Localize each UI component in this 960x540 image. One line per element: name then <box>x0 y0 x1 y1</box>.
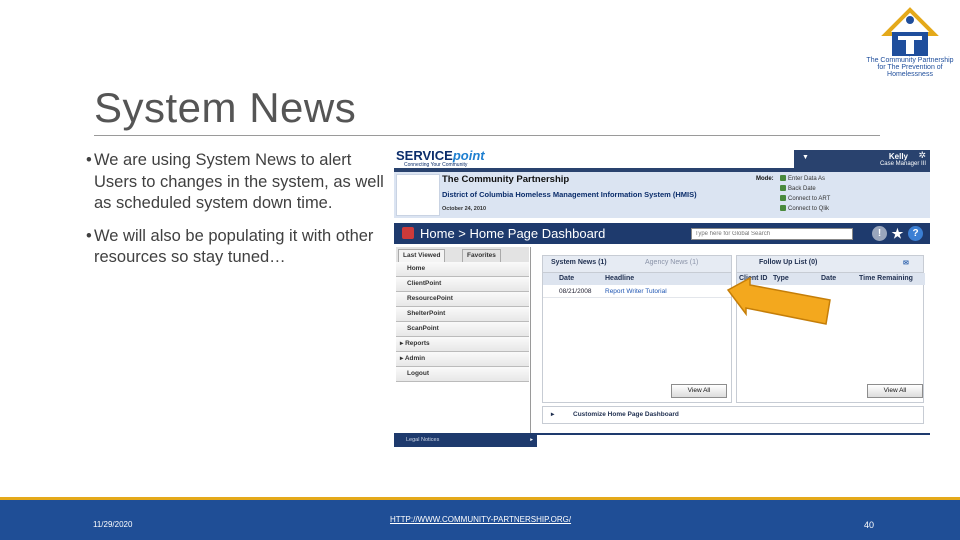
table-row[interactable] <box>543 286 731 298</box>
page-number: 40 <box>864 520 875 530</box>
app-header <box>394 146 930 172</box>
user-role: Case Manager III <box>879 161 926 167</box>
star-icon[interactable]: ★ <box>891 226 904 241</box>
mode-links <box>780 174 830 214</box>
follow-up-title: Follow Up List (0) <box>759 259 818 266</box>
bullet-text: We are using System News to alert Users to changes in the system, as well as scheduled system down time. <box>94 151 384 212</box>
menu-item-reports[interactable]: ▸ Reports <box>396 337 529 352</box>
chevron-down-icon[interactable]: ▼ <box>802 154 809 161</box>
alert-icon[interactable]: ! <box>872 226 887 241</box>
breadcrumb: Home > Home Page Dashboard <box>420 226 606 241</box>
legal-notices-link[interactable]: Legal Notices ▸ <box>394 433 537 447</box>
servicepoint-logo: SERVICEpoint <box>396 148 485 163</box>
bullet-list <box>86 150 386 280</box>
tab-favorites[interactable]: Favorites <box>462 249 501 262</box>
user-name: Kelly <box>888 152 908 161</box>
slide-title: System News <box>94 84 357 131</box>
agency-logo <box>396 174 440 216</box>
customize-dashboard-bar[interactable] <box>542 406 924 424</box>
footer-date: 11/29/2020 <box>93 520 133 529</box>
bullet-item: • We will also be populating it with other resources so stay tuned… <box>86 226 374 266</box>
menu-list <box>396 262 529 382</box>
title-divider <box>94 135 880 136</box>
app-tagline: Connecting Your Community <box>404 162 468 168</box>
column-client-id: Client ID <box>739 275 768 282</box>
tab-system-news[interactable]: System News (1) <box>551 259 607 266</box>
agency-name: The Community Partnership <box>442 174 570 185</box>
mode-label: Mode: <box>756 176 774 182</box>
sidebar-divider <box>530 247 531 433</box>
column-date: Date <box>821 275 837 282</box>
home-icon[interactable] <box>402 227 414 239</box>
menu-item-home[interactable]: Home <box>396 262 529 277</box>
global-search-input[interactable] <box>691 228 853 240</box>
follow-up-view-all-button[interactable]: View All <box>867 384 923 398</box>
menu-item-scanpoint[interactable]: ScanPoint <box>396 322 529 337</box>
menu-item-resourcepoint[interactable]: ResourcePoint <box>396 292 529 307</box>
footer-url-link[interactable]: HTTP://WWW.COMMUNITY-PARTNERSHIP.ORG/ <box>390 515 572 524</box>
breadcrumb-bar <box>394 223 930 244</box>
help-icon[interactable]: ? <box>908 226 923 241</box>
column-headline: Headline <box>605 275 635 282</box>
servicepoint-screenshot <box>394 146 930 450</box>
news-headline-link[interactable]: Report Writer Tutorial <box>605 288 667 295</box>
news-header-row <box>543 273 731 285</box>
menu-item-shelterpoint[interactable]: ShelterPoint <box>396 307 529 322</box>
system-news-widget <box>542 255 732 403</box>
user-bar[interactable] <box>794 150 930 168</box>
mode-link[interactable]: Connect to ART <box>780 194 830 204</box>
mode-link[interactable]: Connect to Qlik <box>780 204 830 214</box>
agency-hmis: District of Columbia Homeless Management Information System (HMIS) <box>442 190 697 199</box>
column-date: Date <box>559 275 575 282</box>
agency-date: October 24, 2010 <box>442 206 487 212</box>
menu-item-admin[interactable]: ▸ Admin <box>396 352 529 367</box>
gear-icon[interactable]: ✲ <box>918 150 926 160</box>
expand-arrow-icon[interactable]: ▸ <box>551 411 555 418</box>
email-icon[interactable]: ✉ <box>903 260 909 267</box>
mode-link[interactable]: Back Date <box>780 184 830 194</box>
news-view-all-button[interactable]: View All <box>671 384 727 398</box>
follow-up-header <box>737 256 923 273</box>
left-tabs <box>396 247 529 262</box>
customize-label: Customize Home Page Dashboard <box>573 411 679 418</box>
bullet-item: • We are using System News to alert Users to changes in the system, as well as scheduled system down time. <box>86 151 384 212</box>
menu-item-clientpoint[interactable]: ClientPoint <box>396 277 529 292</box>
column-time-remaining: Time Remaining <box>859 275 913 282</box>
left-navigation <box>396 247 529 433</box>
mode-link[interactable]: Enter Data As <box>780 174 830 184</box>
tab-agency-news[interactable]: Agency News (1) <box>645 259 699 266</box>
news-tabs <box>543 256 731 273</box>
callout-arrow <box>726 275 837 326</box>
menu-item-logout[interactable]: Logout <box>396 367 529 382</box>
bullet-text: We will also be populating it with other resources so stay tuned… <box>94 226 374 266</box>
app-footer-line <box>537 433 930 435</box>
chevron-right-icon: ▸ <box>530 437 533 443</box>
logo-caption: The Community Partnership for The Prevention of Homelessness <box>866 57 954 78</box>
agency-banner <box>394 172 930 218</box>
tab-last-viewed[interactable]: Last Viewed <box>398 249 445 262</box>
column-type: Type <box>773 275 789 282</box>
news-date: 08/21/2008 <box>559 288 592 295</box>
